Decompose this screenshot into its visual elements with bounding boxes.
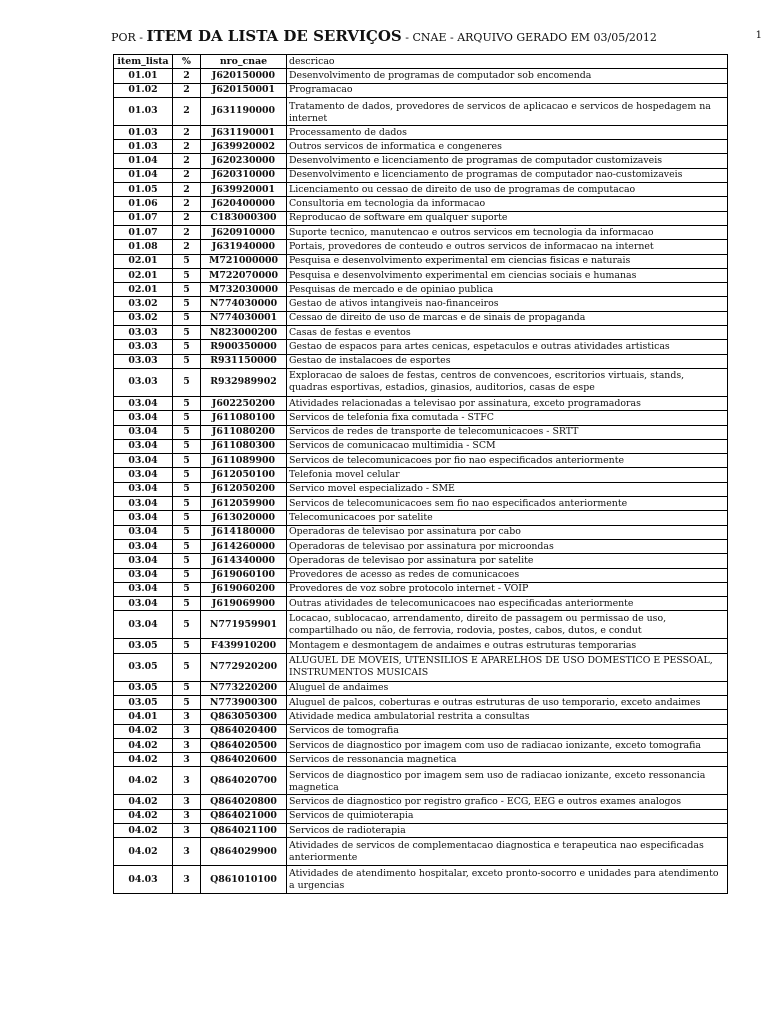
percent-cell: 5: [173, 340, 201, 354]
column-header-item-lista: item_lista: [114, 55, 173, 69]
descricao-cell: Locacao, sublocacao, arrendamento, direito de passagem ou permissao de uso, compartilhado ou não, de ferrovia, rodovia, postes, cabos, dutos, e condut: [287, 611, 728, 639]
percent-cell: 5: [173, 425, 201, 439]
descricao-cell: Operadoras de televisao por assinatura por cabo: [287, 525, 728, 539]
nro-cnae-cell: Q864020400: [201, 724, 287, 738]
nro-cnae-cell: Q863050300: [201, 710, 287, 724]
nro-cnae-cell: J620310000: [201, 168, 287, 182]
table-row: [114, 710, 728, 724]
percent-cell: 5: [173, 653, 201, 681]
item-lista-cell: 03.05: [114, 681, 173, 695]
item-lista-cell: 02.01: [114, 268, 173, 282]
table-row: [114, 439, 728, 453]
percent-cell: 3: [173, 838, 201, 866]
descricao-cell: Pesquisa e desenvolvimento experimental em ciencias sociais e humanas: [287, 268, 728, 282]
table-row: [114, 425, 728, 439]
nro-cnae-cell: J620230000: [201, 154, 287, 168]
table-row: [114, 554, 728, 568]
item-lista-cell: 04.01: [114, 710, 173, 724]
nro-cnae-cell: J611080100: [201, 411, 287, 425]
item-lista-cell: 03.04: [114, 582, 173, 596]
header-prefix: POR -: [111, 31, 143, 44]
percent-cell: 2: [173, 97, 201, 125]
item-lista-cell: 03.05: [114, 653, 173, 681]
descricao-cell: Cessao de direito de uso de marcas e de sinais de propaganda: [287, 311, 728, 325]
descricao-cell: Aluguel de palcos, coberturas e outras estruturas de uso temporario, exceto andaimes: [287, 695, 728, 709]
table-row: [114, 211, 728, 225]
percent-cell: 5: [173, 695, 201, 709]
nro-cnae-cell: J612050200: [201, 482, 287, 496]
nro-cnae-cell: J619060100: [201, 568, 287, 582]
table-row: [114, 297, 728, 311]
nro-cnae-cell: Q864021100: [201, 824, 287, 838]
column-header-descricao: descricao: [287, 55, 728, 69]
table-row: [114, 497, 728, 511]
nro-cnae-cell: J614260000: [201, 539, 287, 553]
item-lista-cell: 03.05: [114, 695, 173, 709]
item-lista-cell: 04.02: [114, 767, 173, 795]
descricao-cell: ALUGUEL DE MOVEIS, UTENSILIOS E APARELHOS DE USO DOMESTICO E PESSOAL, INSTRUMENTOS MUSICAIS: [287, 653, 728, 681]
services-table: [113, 54, 728, 894]
table-row: [114, 511, 728, 525]
descricao-cell: Atividades relacionadas a televisao por assinatura, exceto programadoras: [287, 396, 728, 410]
descricao-cell: Telefonia movel celular: [287, 468, 728, 482]
table-row: [114, 866, 728, 894]
table-row: [114, 653, 728, 681]
descricao-cell: Servicos de radioterapia: [287, 824, 728, 838]
table-row: [114, 468, 728, 482]
descricao-cell: Gestao de ativos intangiveis nao-financeiros: [287, 297, 728, 311]
nro-cnae-cell: Q864020500: [201, 738, 287, 752]
descricao-cell: Pesquisa e desenvolvimento experimental em ciencias fisicas e naturais: [287, 254, 728, 268]
nro-cnae-cell: Q864021000: [201, 809, 287, 823]
percent-cell: 2: [173, 225, 201, 239]
table-row: [114, 681, 728, 695]
percent-cell: 5: [173, 311, 201, 325]
table-row: [114, 597, 728, 611]
percent-cell: 5: [173, 254, 201, 268]
table-row: [114, 340, 728, 354]
percent-cell: 5: [173, 326, 201, 340]
table-row: [114, 311, 728, 325]
percent-cell: 5: [173, 439, 201, 453]
table-row: [114, 240, 728, 254]
table-body: [114, 69, 728, 894]
item-lista-cell: 03.04: [114, 425, 173, 439]
descricao-cell: Servicos de diagnostico por imagem sem uso de radiacao ionizante, exceto ressonancia magnetica: [287, 767, 728, 795]
item-lista-cell: 01.02: [114, 83, 173, 97]
percent-cell: 2: [173, 83, 201, 97]
item-lista-cell: 03.03: [114, 354, 173, 368]
percent-cell: 2: [173, 211, 201, 225]
table-row: [114, 738, 728, 752]
nro-cnae-cell: N774030000: [201, 297, 287, 311]
descricao-cell: Operadoras de televisao por assinatura por satelite: [287, 554, 728, 568]
descricao-cell: Portais, provedores de conteudo e outros servicos de informacao na internet: [287, 240, 728, 254]
item-lista-cell: 03.04: [114, 454, 173, 468]
item-lista-cell: 02.01: [114, 283, 173, 297]
item-lista-cell: 03.03: [114, 368, 173, 396]
item-lista-cell: 03.04: [114, 497, 173, 511]
table-row: [114, 695, 728, 709]
nro-cnae-cell: J611080300: [201, 439, 287, 453]
table-row: [114, 482, 728, 496]
table-row: [114, 525, 728, 539]
item-lista-cell: 01.07: [114, 211, 173, 225]
nro-cnae-cell: N774030001: [201, 311, 287, 325]
table-row: [114, 809, 728, 823]
table-row: [114, 454, 728, 468]
descricao-cell: Licenciamento ou cessao de direito de uso de programas de computacao: [287, 183, 728, 197]
nro-cnae-cell: J619069900: [201, 597, 287, 611]
item-lista-cell: 03.04: [114, 411, 173, 425]
item-lista-cell: 04.02: [114, 838, 173, 866]
nro-cnae-cell: R932989902: [201, 368, 287, 396]
nro-cnae-cell: N773220200: [201, 681, 287, 695]
table-row: [114, 326, 728, 340]
nro-cnae-cell: J620150000: [201, 69, 287, 83]
item-lista-cell: 01.05: [114, 183, 173, 197]
descricao-cell: Outras atividades de telecomunicacoes nao especificadas anteriormente: [287, 597, 728, 611]
column-header-percent: %: [173, 55, 201, 69]
item-lista-cell: 01.06: [114, 197, 173, 211]
nro-cnae-cell: J631190000: [201, 97, 287, 125]
percent-cell: 2: [173, 140, 201, 154]
item-lista-cell: 03.04: [114, 396, 173, 410]
table-row: [114, 225, 728, 239]
descricao-cell: Desenvolvimento de programas de computador sob encomenda: [287, 69, 728, 83]
nro-cnae-cell: C183000300: [201, 211, 287, 225]
item-lista-cell: 04.02: [114, 724, 173, 738]
percent-cell: 3: [173, 710, 201, 724]
table-header-row: [114, 55, 728, 69]
item-lista-cell: 03.04: [114, 554, 173, 568]
table-row: [114, 611, 728, 639]
percent-cell: 5: [173, 525, 201, 539]
table-row: [114, 539, 728, 553]
descricao-cell: Atividades de servicos de complementacao diagnostica e terapeutica nao especificadas anteriormente: [287, 838, 728, 866]
percent-cell: 5: [173, 568, 201, 582]
nro-cnae-cell: N772920200: [201, 653, 287, 681]
item-lista-cell: 03.03: [114, 340, 173, 354]
item-lista-cell: 01.07: [114, 225, 173, 239]
table-row: [114, 582, 728, 596]
percent-cell: 3: [173, 809, 201, 823]
nro-cnae-cell: Q864020700: [201, 767, 287, 795]
nro-cnae-cell: J613020000: [201, 511, 287, 525]
descricao-cell: Provedores de acesso as redes de comunicacoes: [287, 568, 728, 582]
descricao-cell: Servicos de ressonancia magnetica: [287, 753, 728, 767]
item-lista-cell: 03.04: [114, 539, 173, 553]
descricao-cell: Provedores de voz sobre protocolo internet - VOIP: [287, 582, 728, 596]
percent-cell: 5: [173, 582, 201, 596]
percent-cell: 5: [173, 639, 201, 653]
item-lista-cell: 03.05: [114, 639, 173, 653]
item-lista-cell: 04.02: [114, 795, 173, 809]
nro-cnae-cell: J631190001: [201, 125, 287, 139]
nro-cnae-cell: Q864029900: [201, 838, 287, 866]
nro-cnae-cell: F439910200: [201, 639, 287, 653]
table-row: [114, 568, 728, 582]
descricao-cell: Montagem e desmontagem de andaimes e outras estruturas temporarias: [287, 639, 728, 653]
percent-cell: 5: [173, 454, 201, 468]
percent-cell: 3: [173, 724, 201, 738]
percent-cell: 5: [173, 482, 201, 496]
nro-cnae-cell: N771959901: [201, 611, 287, 639]
table-row: [114, 283, 728, 297]
nro-cnae-cell: N773900300: [201, 695, 287, 709]
item-lista-cell: 04.03: [114, 866, 173, 894]
descricao-cell: Servicos de comunicacao multimidia - SCM: [287, 439, 728, 453]
table-row: [114, 168, 728, 182]
descricao-cell: Casas de festas e eventos: [287, 326, 728, 340]
table-row: [114, 154, 728, 168]
nro-cnae-cell: J611080200: [201, 425, 287, 439]
nro-cnae-cell: J602250200: [201, 396, 287, 410]
item-lista-cell: 04.02: [114, 738, 173, 752]
table-row: [114, 368, 728, 396]
nro-cnae-cell: Q864020800: [201, 795, 287, 809]
table-row: [114, 140, 728, 154]
item-lista-cell: 01.04: [114, 168, 173, 182]
nro-cnae-cell: J611089900: [201, 454, 287, 468]
nro-cnae-cell: J614340000: [201, 554, 287, 568]
percent-cell: 2: [173, 69, 201, 83]
table-row: [114, 767, 728, 795]
item-lista-cell: 02.01: [114, 254, 173, 268]
descricao-cell: Atividades de atendimento hospitalar, exceto pronto-socorro e unidades para atendimento a urgencias: [287, 866, 728, 894]
descricao-cell: Tratamento de dados, provedores de servicos de aplicacao e servicos de hospedagem na internet: [287, 97, 728, 125]
descricao-cell: Desenvolvimento e licenciamento de programas de computador nao-customizaveis: [287, 168, 728, 182]
document-header: [0, 27, 768, 45]
item-lista-cell: 03.04: [114, 511, 173, 525]
item-lista-cell: 01.01: [114, 69, 173, 83]
header-title: ITEM DA LISTA DE SERVIÇOS: [146, 27, 402, 45]
nro-cnae-cell: M721000000: [201, 254, 287, 268]
descricao-cell: Servicos de redes de transporte de telecomunicacoes - SRTT: [287, 425, 728, 439]
table-row: [114, 125, 728, 139]
descricao-cell: Gestao de instalacoes de esportes: [287, 354, 728, 368]
nro-cnae-cell: J619060200: [201, 582, 287, 596]
table-row: [114, 639, 728, 653]
descricao-cell: Processamento de dados: [287, 125, 728, 139]
descricao-cell: Servicos de telecomunicacoes sem fio nao especificados anteriormente: [287, 497, 728, 511]
page-number: 1: [755, 30, 762, 41]
percent-cell: 3: [173, 795, 201, 809]
nro-cnae-cell: J631940000: [201, 240, 287, 254]
percent-cell: 5: [173, 283, 201, 297]
nro-cnae-cell: M732030000: [201, 283, 287, 297]
percent-cell: 2: [173, 183, 201, 197]
nro-cnae-cell: Q864020600: [201, 753, 287, 767]
percent-cell: 5: [173, 368, 201, 396]
descricao-cell: Reproducao de software em qualquer suporte: [287, 211, 728, 225]
percent-cell: 5: [173, 396, 201, 410]
descricao-cell: Gestao de espacos para artes cenicas, espetaculos e outras atividades artisticas: [287, 340, 728, 354]
descricao-cell: Operadoras de televisao por assinatura por microondas: [287, 539, 728, 553]
descricao-cell: Servicos de telefonia fixa comutada - STFC: [287, 411, 728, 425]
item-lista-cell: 03.02: [114, 297, 173, 311]
percent-cell: 5: [173, 297, 201, 311]
descricao-cell: Servicos de diagnostico por imagem com uso de radiacao ionizante, exceto tomografia: [287, 738, 728, 752]
percent-cell: 5: [173, 539, 201, 553]
item-lista-cell: 04.02: [114, 753, 173, 767]
table-row: [114, 396, 728, 410]
descricao-cell: Programacao: [287, 83, 728, 97]
item-lista-cell: 04.02: [114, 824, 173, 838]
descricao-cell: Consultoria em tecnologia da informacao: [287, 197, 728, 211]
percent-cell: 3: [173, 824, 201, 838]
descricao-cell: Servicos de tomografia: [287, 724, 728, 738]
item-lista-cell: 03.04: [114, 525, 173, 539]
descricao-cell: Pesquisas de mercado e de opiniao publica: [287, 283, 728, 297]
column-header-nro-cnae: nro_cnae: [201, 55, 287, 69]
item-lista-cell: 01.08: [114, 240, 173, 254]
percent-cell: 5: [173, 554, 201, 568]
percent-cell: 5: [173, 468, 201, 482]
item-lista-cell: 03.03: [114, 326, 173, 340]
table-row: [114, 724, 728, 738]
table-row: [114, 197, 728, 211]
descricao-cell: Servicos de quimioterapia: [287, 809, 728, 823]
table-row: [114, 254, 728, 268]
table-row: [114, 97, 728, 125]
descricao-cell: Telecomunicacoes por satelite: [287, 511, 728, 525]
descricao-cell: Servicos de diagnostico por registro grafico - ECG, EEG e outros exames analogos: [287, 795, 728, 809]
percent-cell: 3: [173, 753, 201, 767]
nro-cnae-cell: J620910000: [201, 225, 287, 239]
descricao-cell: Exploracao de saloes de festas, centros de convencoes, escritorios virtuais, stands, quadras esportivas, estadios, ginasios, auditorios, casas de espe: [287, 368, 728, 396]
nro-cnae-cell: J614180000: [201, 525, 287, 539]
descricao-cell: Outros servicos de informatica e congeneres: [287, 140, 728, 154]
descricao-cell: Servico movel especializado - SME: [287, 482, 728, 496]
item-lista-cell: 03.04: [114, 439, 173, 453]
item-lista-cell: 03.04: [114, 597, 173, 611]
item-lista-cell: 01.03: [114, 125, 173, 139]
percent-cell: 2: [173, 240, 201, 254]
percent-cell: 5: [173, 611, 201, 639]
item-lista-cell: 03.04: [114, 568, 173, 582]
nro-cnae-cell: J612059900: [201, 497, 287, 511]
percent-cell: 5: [173, 268, 201, 282]
table-row: [114, 354, 728, 368]
table-row: [114, 268, 728, 282]
nro-cnae-cell: R900350000: [201, 340, 287, 354]
percent-cell: 3: [173, 738, 201, 752]
table-row: [114, 838, 728, 866]
item-lista-cell: 03.04: [114, 611, 173, 639]
nro-cnae-cell: R931150000: [201, 354, 287, 368]
descricao-cell: Desenvolvimento e licenciamento de programas de computador customizaveis: [287, 154, 728, 168]
descricao-cell: Aluguel de andaimes: [287, 681, 728, 695]
table-row: [114, 824, 728, 838]
item-lista-cell: 01.04: [114, 154, 173, 168]
percent-cell: 3: [173, 767, 201, 795]
percent-cell: 5: [173, 511, 201, 525]
nro-cnae-cell: J620400000: [201, 197, 287, 211]
percent-cell: 3: [173, 866, 201, 894]
percent-cell: 2: [173, 154, 201, 168]
percent-cell: 2: [173, 125, 201, 139]
table-row: [114, 183, 728, 197]
header-suffix: - CNAE - ARQUIVO GERADO EM 03/05/2012: [405, 31, 657, 44]
percent-cell: 5: [173, 354, 201, 368]
percent-cell: 2: [173, 168, 201, 182]
percent-cell: 5: [173, 597, 201, 611]
table-row: [114, 795, 728, 809]
item-lista-cell: 03.04: [114, 468, 173, 482]
table-row: [114, 411, 728, 425]
table-row: [114, 69, 728, 83]
percent-cell: 2: [173, 197, 201, 211]
descricao-cell: Atividade medica ambulatorial restrita a consultas: [287, 710, 728, 724]
item-lista-cell: 03.02: [114, 311, 173, 325]
percent-cell: 5: [173, 411, 201, 425]
percent-cell: 5: [173, 497, 201, 511]
item-lista-cell: 01.03: [114, 97, 173, 125]
table-row: [114, 83, 728, 97]
nro-cnae-cell: M722070000: [201, 268, 287, 282]
item-lista-cell: 01.03: [114, 140, 173, 154]
nro-cnae-cell: Q861010100: [201, 866, 287, 894]
item-lista-cell: 04.02: [114, 809, 173, 823]
nro-cnae-cell: J639920001: [201, 183, 287, 197]
descricao-cell: Servicos de telecomunicacoes por fio nao especificados anteriormente: [287, 454, 728, 468]
nro-cnae-cell: J639920002: [201, 140, 287, 154]
nro-cnae-cell: J620150001: [201, 83, 287, 97]
percent-cell: 5: [173, 681, 201, 695]
descricao-cell: Suporte tecnico, manutencao e outros servicos em tecnologia da informacao: [287, 225, 728, 239]
item-lista-cell: 03.04: [114, 482, 173, 496]
nro-cnae-cell: N823000200: [201, 326, 287, 340]
table-row: [114, 753, 728, 767]
nro-cnae-cell: J612050100: [201, 468, 287, 482]
